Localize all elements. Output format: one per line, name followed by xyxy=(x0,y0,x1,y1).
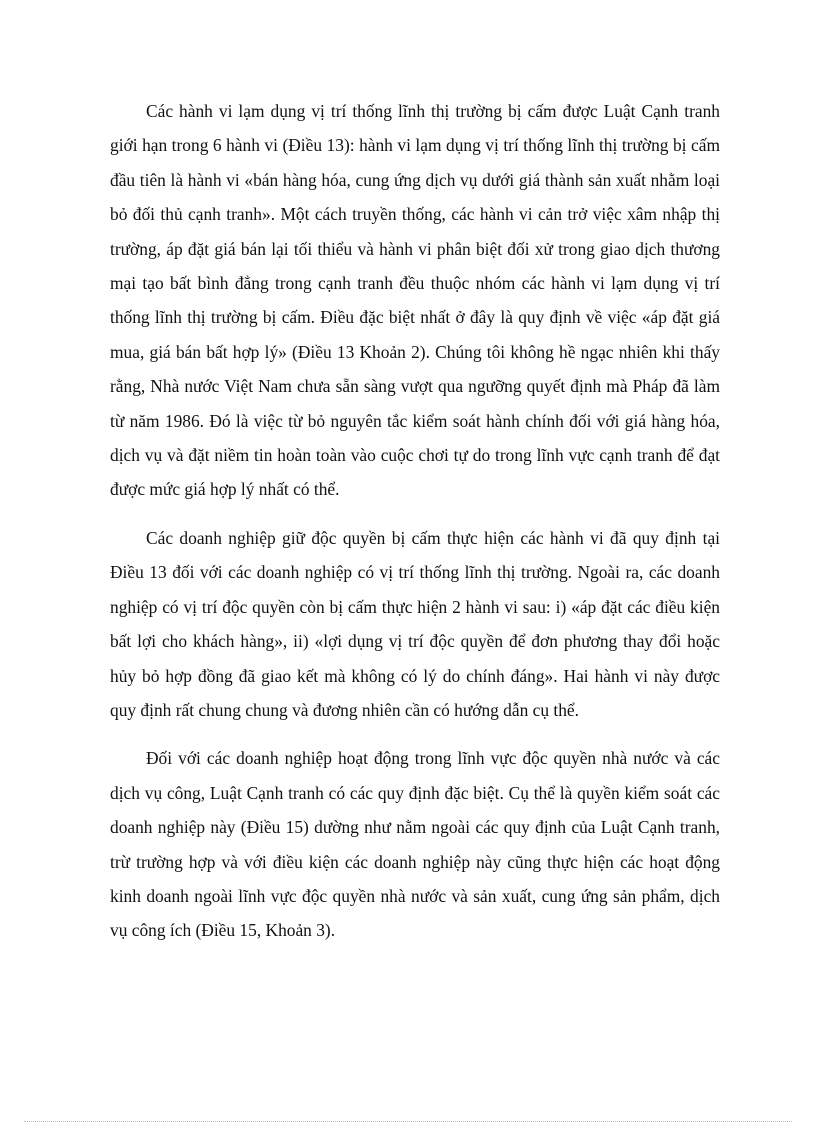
page-bottom-divider xyxy=(24,1121,792,1122)
document-body xyxy=(110,94,720,962)
paragraph-3: Đối với các doanh nghiệp hoạt động trong lĩnh vực độc quyền nhà nước và các dịch vụ công, Luật Cạnh tranh có các quy định đặc biệt. Cụ thể là quyền kiểm soát các doanh nghiệp này (Điều 15) dường như nằm ngoài các quy định của Luật Cạnh tranh, trừ trường hợp và với điều kiện các doanh nghiệp này cũng thực hiện các hoạt động kinh doanh ngoài lĩnh vực độc quyền nhà nước và sản xuất, cung ứng sản phẩm, dịch vụ công ích (Điều 15, Khoản 3). xyxy=(110,748,720,941)
paragraph-1: Các hành vi lạm dụng vị trí thống lĩnh thị trường bị cấm được Luật Cạnh tranh giới hạn trong 6 hành vi (Điều 13): hành vi lạm dụng vị trí thống lĩnh thị trường bị cấm đầu tiên là hành vi «bán hàng hóa, cung ứng dịch vụ dưới giá thành sản xuất nhằm loại bỏ đối thủ cạnh tranh». Một cách truyền thống, các hành vi cản trở việc xâm nhập thị trường, áp đặt giá bán lại tối thiểu và hành vi phân biệt đối xử trong giao dịch thương mại tạo bất bình đẳng trong cạnh tranh đều thuộc nhóm các hành vi lạm dụng vị trí thống lĩnh thị trường bị cấm. Điều đặc biệt nhất ở đây là quy định về việc «áp đặt giá mua, giá bán bất hợp lý» (Điều 13 Khoản 2). Chúng tôi không hề ngạc nhiên khi thấy rằng, Nhà nước Việt Nam chưa sẵn sàng vượt qua ngưỡng quyết định mà Pháp đã làm từ năm 1986. Đó là việc từ bỏ nguyên tắc kiểm soát hành chính đối với giá hàng hóa, dịch vụ và đặt niềm tin hoàn toàn vào cuộc chơi tự do trong lĩnh vực cạnh tranh để đạt được mức giá hợp lý nhất có thể. xyxy=(110,101,720,500)
paragraph-2: Các doanh nghiệp giữ độc quyền bị cấm thực hiện các hành vi đã quy định tại Điều 13 đối với các doanh nghiệp có vị trí thống lĩnh thị trường. Ngoài ra, các doanh nghiệp có vị trí độc quyền còn bị cấm thực hiện 2 hành vi sau: i) «áp đặt các điều kiện bất lợi cho khách hàng», ii) «lợi dụng vị trí độc quyền để đơn phương thay đổi hoặc hủy bỏ hợp đồng đã giao kết mà không có lý do chính đáng». Hai hành vi này được quy định rất chung chung và đương nhiên cần có hướng dẫn cụ thể. xyxy=(110,527,720,720)
